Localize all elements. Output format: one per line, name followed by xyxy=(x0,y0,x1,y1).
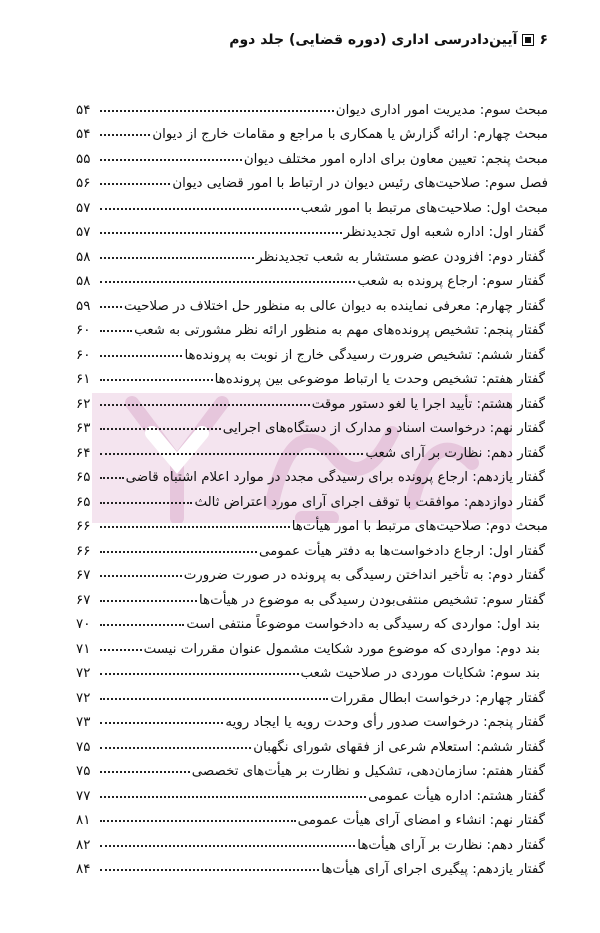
toc-entry-title: گفتار ششم: تشخیص ضرورت رسیدگی خارج از نوبت به پرونده‌ها xyxy=(184,347,545,363)
toc-entry[interactable] xyxy=(76,608,548,633)
toc-entry[interactable] xyxy=(76,167,548,192)
dot-leader xyxy=(100,281,355,283)
dot-leader xyxy=(100,796,366,798)
dot-leader xyxy=(100,869,319,871)
toc-entry-page: ۵۴ xyxy=(76,102,91,118)
dot-leader xyxy=(100,428,221,430)
dot-leader xyxy=(100,208,299,210)
toc-entry-title: مبحث اول: صلاحیت‌های مرتبط با امور شعب xyxy=(300,200,548,216)
book-title: آیین‌دادرسی اداری (دوره قضایی) جلد دوم xyxy=(229,32,518,48)
toc-entry[interactable] xyxy=(76,387,548,412)
toc-entry[interactable] xyxy=(76,779,548,804)
toc-entry-title: گفتار ششم: استعلام شرعی از فقهای شورای نگهبان xyxy=(253,739,545,755)
toc-entry-page: ۶۳ xyxy=(76,421,91,436)
toc-entry[interactable] xyxy=(76,363,548,388)
toc-entry-title: گفتار هفتم: تشخیص وحدت یا ارتباط موضوعی بین پرونده‌ها xyxy=(214,372,545,387)
toc-entry-title: گفتار دهم: نظارت بر آرای شعب xyxy=(365,445,545,461)
toc-entry[interactable] xyxy=(76,191,548,216)
dot-leader xyxy=(100,624,184,626)
toc-entry-title: گفتار یازدهم: ارجاع پرونده برای رسیدگی مجدد در موارد اعلام اشتباه قاضی xyxy=(125,470,545,485)
dot-leader xyxy=(100,257,254,259)
dot-leader xyxy=(100,649,142,651)
toc-entry-title: گفتار پنجم: تشخیص پرونده‌های مهم به منظور ارائه نظر مشورتی به شعب xyxy=(134,323,545,338)
dot-leader xyxy=(100,771,190,773)
toc-entry-title: گفتار سوم: ارجاع پرونده به شعب xyxy=(357,274,545,289)
toc-entry-page: ۵۵ xyxy=(76,151,91,167)
toc-entry-title: گفتار پنجم: درخواست صدور رأی وحدت رویه یا ایجاد رویه xyxy=(225,715,545,730)
dot-leader xyxy=(100,379,213,381)
dot-leader xyxy=(100,698,328,700)
toc-entry[interactable] xyxy=(76,730,548,755)
toc-entry-page: ۷۲ xyxy=(76,666,91,681)
toc-entry-page: ۵۴ xyxy=(76,127,91,142)
dot-leader xyxy=(100,159,242,161)
toc-entry-title: مبحث چهارم: ارائه گزارش یا همکاری با مراجع و مقامات خارج از دیوان xyxy=(152,127,548,142)
dot-leader xyxy=(100,404,310,406)
toc-entry-title: گفتار هفتم: سازمان‌دهی، تشکیل و نظارت بر هیأت‌های تخصصی xyxy=(191,764,545,779)
toc-entry[interactable] xyxy=(76,510,548,535)
toc-entry-page: ۵۶ xyxy=(76,176,91,191)
toc-entry-page: ۶۷ xyxy=(76,592,91,608)
toc-entry-title: گفتار چهارم: درخواست ابطال مقررات xyxy=(330,690,545,706)
toc-entry[interactable] xyxy=(76,142,548,167)
toc-entry-title: گفتار هشتم: اداره هیأت عمومی xyxy=(368,788,545,804)
toc-entry-title: گفتار دهم: نظارت بر آرای هیأت‌ها xyxy=(357,837,545,853)
toc-entry[interactable] xyxy=(76,485,548,510)
dot-leader xyxy=(100,355,182,357)
toc-entry-page: ۶۰ xyxy=(76,347,91,363)
dot-leader xyxy=(100,134,150,136)
dot-leader xyxy=(100,330,132,332)
toc-entry-page: ۵۷ xyxy=(76,225,91,240)
toc-entry-page: ۷۰ xyxy=(76,617,91,632)
toc-entry-title: گفتار دوازدهم: موافقت با توقف اجرای آرای مورد اعتراض ثالث xyxy=(194,494,545,510)
toc-entry-title: بند سوم: شکایات موردی در صلاحیت شعب xyxy=(300,666,540,681)
toc-entry-title: گفتار یازدهم: پیگیری اجرای آرای هیأت‌ها xyxy=(321,862,545,877)
toc-entry[interactable] xyxy=(76,534,548,559)
dot-leader xyxy=(100,673,299,675)
toc-entry[interactable] xyxy=(76,338,548,363)
toc-entry-title: بند اول: مواردی که رسیدگی به دادخواست موضوعاً منتفی است xyxy=(186,617,540,632)
dot-leader xyxy=(100,306,122,308)
toc-entry-page: ۷۷ xyxy=(76,788,91,804)
toc-entry-page: ۵۹ xyxy=(76,298,91,314)
toc-entry-page: ۶۷ xyxy=(76,568,91,583)
toc-entry-page: ۶۴ xyxy=(76,445,91,461)
dot-leader xyxy=(100,183,170,185)
toc-entry-page: ۶۵ xyxy=(76,494,91,510)
toc-entry[interactable] xyxy=(76,681,548,706)
running-header xyxy=(229,32,548,48)
toc-entry-page: ۶۰ xyxy=(76,323,91,338)
toc-entry-title: گفتار سوم: تشخیص منتفی‌بودن رسیدگی به موضوع در هیأت‌ها xyxy=(198,592,545,608)
toc-entry-page: ۷۵ xyxy=(76,764,91,779)
dot-leader xyxy=(100,845,355,847)
toc-entry[interactable] xyxy=(76,118,548,143)
dot-leader xyxy=(100,502,192,504)
toc-entry-title: فصل سوم: صلاحیت‌های رئیس دیوان در ارتباط با امور قضایی دیوان xyxy=(172,176,548,191)
toc-entry-title: گفتار نهم: انشاء و امضای آرای هیأت عمومی xyxy=(297,813,545,828)
toc-entry[interactable] xyxy=(76,559,548,584)
toc-entry-title: مبحث دوم: صلاحیت‌های مرتبط با امور هیأت‌ها xyxy=(291,519,548,534)
toc-entry-page: ۷۱ xyxy=(76,641,91,657)
toc-entry-page: ۶۶ xyxy=(76,543,91,559)
toc-entry-page: ۵۸ xyxy=(76,274,91,289)
toc-entry-page: ۶۵ xyxy=(76,470,91,485)
toc-entry[interactable] xyxy=(76,657,548,682)
toc-entry-title: گفتار دوم: به تأخیر انداختن رسیدگی به پرونده در صورت ضرورت xyxy=(183,568,545,583)
toc-entry-page: ۵۷ xyxy=(76,200,91,216)
dot-leader xyxy=(100,477,124,479)
toc-entry-title: گفتار دوم: افزودن عضو مستشار به شعب تجدیدنظر xyxy=(256,249,545,265)
toc-entry[interactable] xyxy=(76,583,548,608)
toc-entry[interactable] xyxy=(76,289,548,314)
toc-entry[interactable] xyxy=(76,93,548,118)
page-number: ۶ xyxy=(539,32,548,48)
dot-leader xyxy=(100,526,290,528)
toc-entry-page: ۷۲ xyxy=(76,690,91,706)
toc-entry[interactable] xyxy=(76,216,548,241)
toc-entry-page: ۶۲ xyxy=(76,396,91,412)
toc-entry-title: گفتار نهم: درخواست اسناد و مدارک از دستگاه‌های اجرایی xyxy=(222,421,545,436)
toc-entry-page: ۸۴ xyxy=(76,862,91,877)
dot-leader xyxy=(100,747,251,749)
toc-entry-title: مبحث پنجم: تعیین معاون برای اداره امور مختلف دیوان xyxy=(243,151,548,167)
dot-leader xyxy=(100,232,342,234)
square-ornament-icon xyxy=(522,34,534,46)
dot-leader xyxy=(100,551,257,553)
table-of-contents xyxy=(76,93,548,877)
toc-entry[interactable] xyxy=(76,853,548,878)
dot-leader xyxy=(100,820,296,822)
toc-entry-page: ۸۱ xyxy=(76,813,91,828)
toc-entry[interactable] xyxy=(76,461,548,486)
toc-entry[interactable] xyxy=(76,314,548,339)
toc-entry[interactable] xyxy=(76,828,548,853)
toc-entry-page: ۸۲ xyxy=(76,837,91,853)
toc-entry-page: ۵۸ xyxy=(76,249,91,265)
toc-entry[interactable] xyxy=(76,755,548,780)
toc-entry-title: بند دوم: مواردی که موضوع مورد شکایت مشمول عنوان مقررات نیست xyxy=(143,641,540,657)
toc-entry[interactable] xyxy=(76,240,548,265)
toc-entry[interactable] xyxy=(76,804,548,829)
dot-leader xyxy=(100,110,334,112)
toc-entry[interactable] xyxy=(76,436,548,461)
toc-entry[interactable] xyxy=(76,412,548,437)
toc-entry-page: ۷۵ xyxy=(76,739,91,755)
toc-entry[interactable] xyxy=(76,706,548,731)
toc-entry-page: ۷۳ xyxy=(76,715,91,730)
dot-leader xyxy=(100,575,182,577)
toc-entry-title: گفتار اول: ارجاع دادخواست‌ها به دفتر هیأت عمومی xyxy=(258,543,545,559)
toc-entry-title: گفتار چهارم: معرفی نماینده به دیوان عالی به منظور حل اختلاف در صلاحیت xyxy=(123,298,545,314)
dot-leader xyxy=(100,722,223,724)
toc-entry-title: مبحث سوم: مدیریت امور اداری دیوان xyxy=(335,102,548,118)
toc-entry-title: گفتار هشتم: تأیید اجرا یا لغو دستور موقت xyxy=(311,396,545,412)
toc-entry-page: ۶۱ xyxy=(76,372,91,387)
toc-entry[interactable] xyxy=(76,632,548,657)
dot-leader xyxy=(100,600,197,602)
toc-entry[interactable] xyxy=(76,265,548,290)
toc-entry-title: گفتار اول: اداره شعبه اول تجدیدنظر xyxy=(343,225,545,240)
dot-leader xyxy=(100,453,363,455)
toc-entry-page: ۶۶ xyxy=(76,519,91,534)
